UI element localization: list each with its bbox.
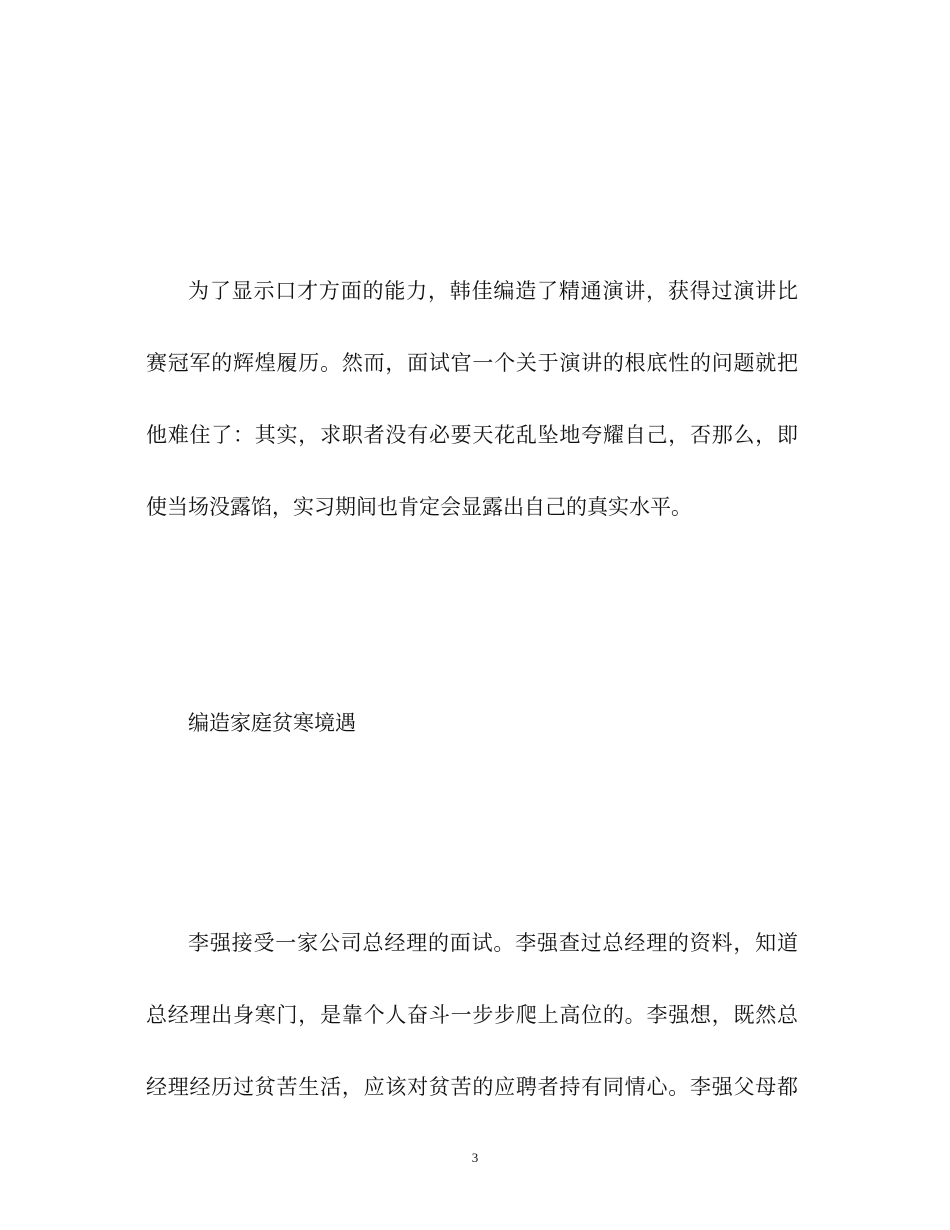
- paragraph-1-line-4: 使当场没露馅，实习期间也肯定会显露出自己的真实水平。: [146, 495, 692, 519]
- paragraph-1-line-2: 赛冠军的辉煌履历。然而，面试官一个关于演讲的根底性的问题就把: [146, 351, 798, 375]
- page-number: 3: [471, 1150, 479, 1165]
- section-heading: 编造家庭贫寒境遇: [188, 711, 356, 735]
- paragraph-2-line-1: 李强接受一家公司总经理的面试。李强查过总经理的资料，知道: [188, 931, 798, 955]
- paragraph-2-line-3: 经理经历过贫苦生活，应该对贫苦的应聘者持有同情心。李强父母都: [146, 1075, 798, 1099]
- paragraph-2-line-2: 总经理出身寒门，是靠个人奋斗一步步爬上高位的。李强想，既然总: [146, 1003, 798, 1027]
- paragraph-1-line-3: 他难住了：其实，求职者没有必要天花乱坠地夸耀自己，否那么，即: [146, 423, 798, 447]
- paragraph-1-line-1: 为了显示口才方面的能力，韩佳编造了精通演讲，获得过演讲比: [188, 279, 798, 303]
